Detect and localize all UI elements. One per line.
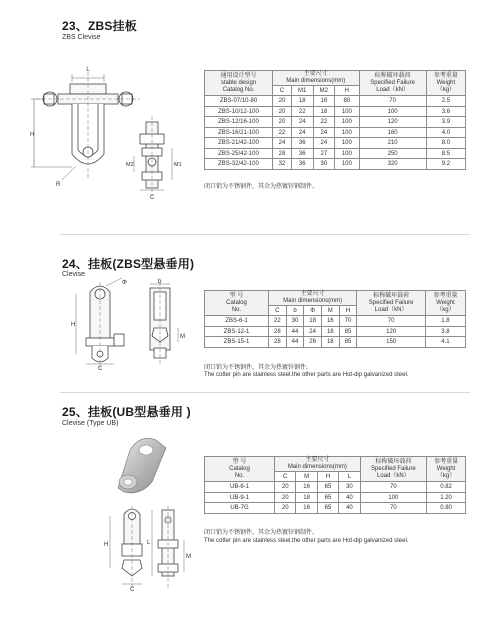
- col-header: Φ: [304, 305, 322, 316]
- table-note: 闭口销为不锈钢件，其余为热镀锌钢制件。: [204, 184, 319, 190]
- header-model: 型 号 Catalog No.: [205, 291, 269, 316]
- header-weight: 参考重量 Weight （kg）: [425, 291, 465, 316]
- section-subtitle: Clevise (Type UB): [62, 420, 119, 427]
- dim-label-r: R: [56, 182, 61, 188]
- spec-table-zbs-suspension: [204, 290, 466, 348]
- col-header: C: [275, 471, 296, 482]
- header-model: 型 号 Catalog No.: [205, 457, 275, 482]
- header-weight: 参考重量 Weight （kg）: [426, 71, 465, 96]
- table-row: ZBS-12/16-100 20 24 22 100 120 3.9: [205, 117, 466, 128]
- col-header: M1: [291, 85, 313, 96]
- spec-table-zbs: [204, 70, 466, 170]
- section-divider: [60, 234, 470, 235]
- col-header: C: [269, 305, 287, 316]
- dim-label-l: L: [86, 67, 90, 73]
- section-subtitle: ZBS Clevise: [62, 34, 101, 41]
- col-header: b: [286, 305, 304, 316]
- dim-label-h: H: [71, 322, 76, 328]
- header-dimensions: 主要尺寸 Main dimensions(mm): [273, 71, 360, 86]
- dim-label-c: C: [98, 366, 103, 370]
- dim-label-c: C: [150, 195, 155, 201]
- col-header: H: [317, 471, 338, 482]
- dim-label-m2: M2: [126, 162, 134, 168]
- section-title: 23、ZBS挂板: [62, 19, 137, 33]
- table-row: ZBS-07/10-80 20 18 16 80 70 2.5: [205, 96, 466, 107]
- col-header: M: [296, 471, 317, 482]
- header-weight: 参考重量 Weight （kg）: [427, 457, 466, 482]
- table-row: ZBS-10/12-100 20 22 18 100 100 3.6: [205, 106, 466, 117]
- table-row: UB-6-1 20 16 65 30 70 0.82: [205, 482, 466, 493]
- col-header: M: [321, 305, 339, 316]
- zbs-clevise-drawing: [28, 62, 198, 202]
- table-row: ZBS-6-1 22 30 18 16 70 70 1.8: [205, 316, 466, 327]
- col-header: H: [335, 85, 359, 96]
- table-note-cn: 闭口销为不锈钢件，其余为热镀锌钢件。: [204, 365, 313, 371]
- table-row: ZBS-21/42-100 24 36 24 100 210 8.0: [205, 138, 466, 149]
- header-dimensions: 主要尺寸 Main dimensions(mm): [269, 291, 357, 306]
- header-load: 标称破坏载荷 Specified Failure Load（kN）: [359, 71, 426, 96]
- dim-label-h: H: [30, 132, 35, 138]
- dim-label-h: H: [104, 542, 109, 548]
- dim-label-m1: M1: [174, 162, 182, 168]
- ub-clevise-photo: [100, 430, 180, 498]
- col-header: C: [273, 85, 292, 96]
- table-note-en: The cotter pin are stainless steel.the other parts are Hot-dip galvanized steel.: [204, 538, 409, 544]
- table-row: ZBS-12-1 28 44 24 18 85 120 3.8: [205, 326, 466, 337]
- col-header: H: [339, 305, 357, 316]
- dim-label-m: M: [186, 554, 191, 560]
- section-divider: [60, 392, 470, 393]
- zbs-suspension-drawing: [70, 278, 200, 370]
- table-note-en: The cotter pin are stainless steel.the other parts are Hot-dip galvanized steel.: [204, 372, 409, 378]
- col-header: M2: [313, 85, 335, 96]
- spec-table-ub: [204, 456, 466, 514]
- section-subtitle: Clevise: [62, 271, 85, 278]
- table-row: ZBS-15-1 28 44 26 18 85 150 4.1: [205, 337, 466, 348]
- ub-clevise-drawing: [100, 504, 200, 592]
- dim-label-phi: Φ: [122, 280, 127, 286]
- section-title: 24、挂板(ZBS型悬垂用): [62, 257, 195, 271]
- dim-label-c: C: [130, 587, 135, 592]
- dim-label-m: M: [180, 334, 185, 340]
- table-row: ZBS-25/42-100 28 36 27 100 250 8.5: [205, 148, 466, 159]
- table-note-cn: 闭口销为不锈钢件，其余为热镀锌钢制件。: [204, 530, 319, 536]
- col-header: L: [339, 471, 360, 482]
- table-row: UB-7G 20 16 65 40 70 0.80: [205, 503, 466, 514]
- dim-label-l: L: [147, 540, 151, 546]
- section-title: 25、挂板(UB型悬垂用 ): [62, 405, 191, 419]
- header-load: 标称破坏载荷 Specified Failure Load（kN）: [357, 291, 426, 316]
- header-load: 标称破坏载荷 Specified Failure Load（kN）: [360, 457, 427, 482]
- header-model: 通用设计型号 stable design Catalog No.: [205, 71, 273, 96]
- table-row: ZBS-32/42-100 32 36 30 100 320 9.2: [205, 159, 466, 170]
- table-row: UB-9-1 20 18 65 40 100 1.20: [205, 492, 466, 503]
- dim-label-b: b: [158, 279, 162, 285]
- header-dimensions: 主要尺寸 Main dimensions(mm): [275, 457, 361, 472]
- table-row: ZBS-16/21-100 22 24 24 100 160 4.0: [205, 127, 466, 138]
